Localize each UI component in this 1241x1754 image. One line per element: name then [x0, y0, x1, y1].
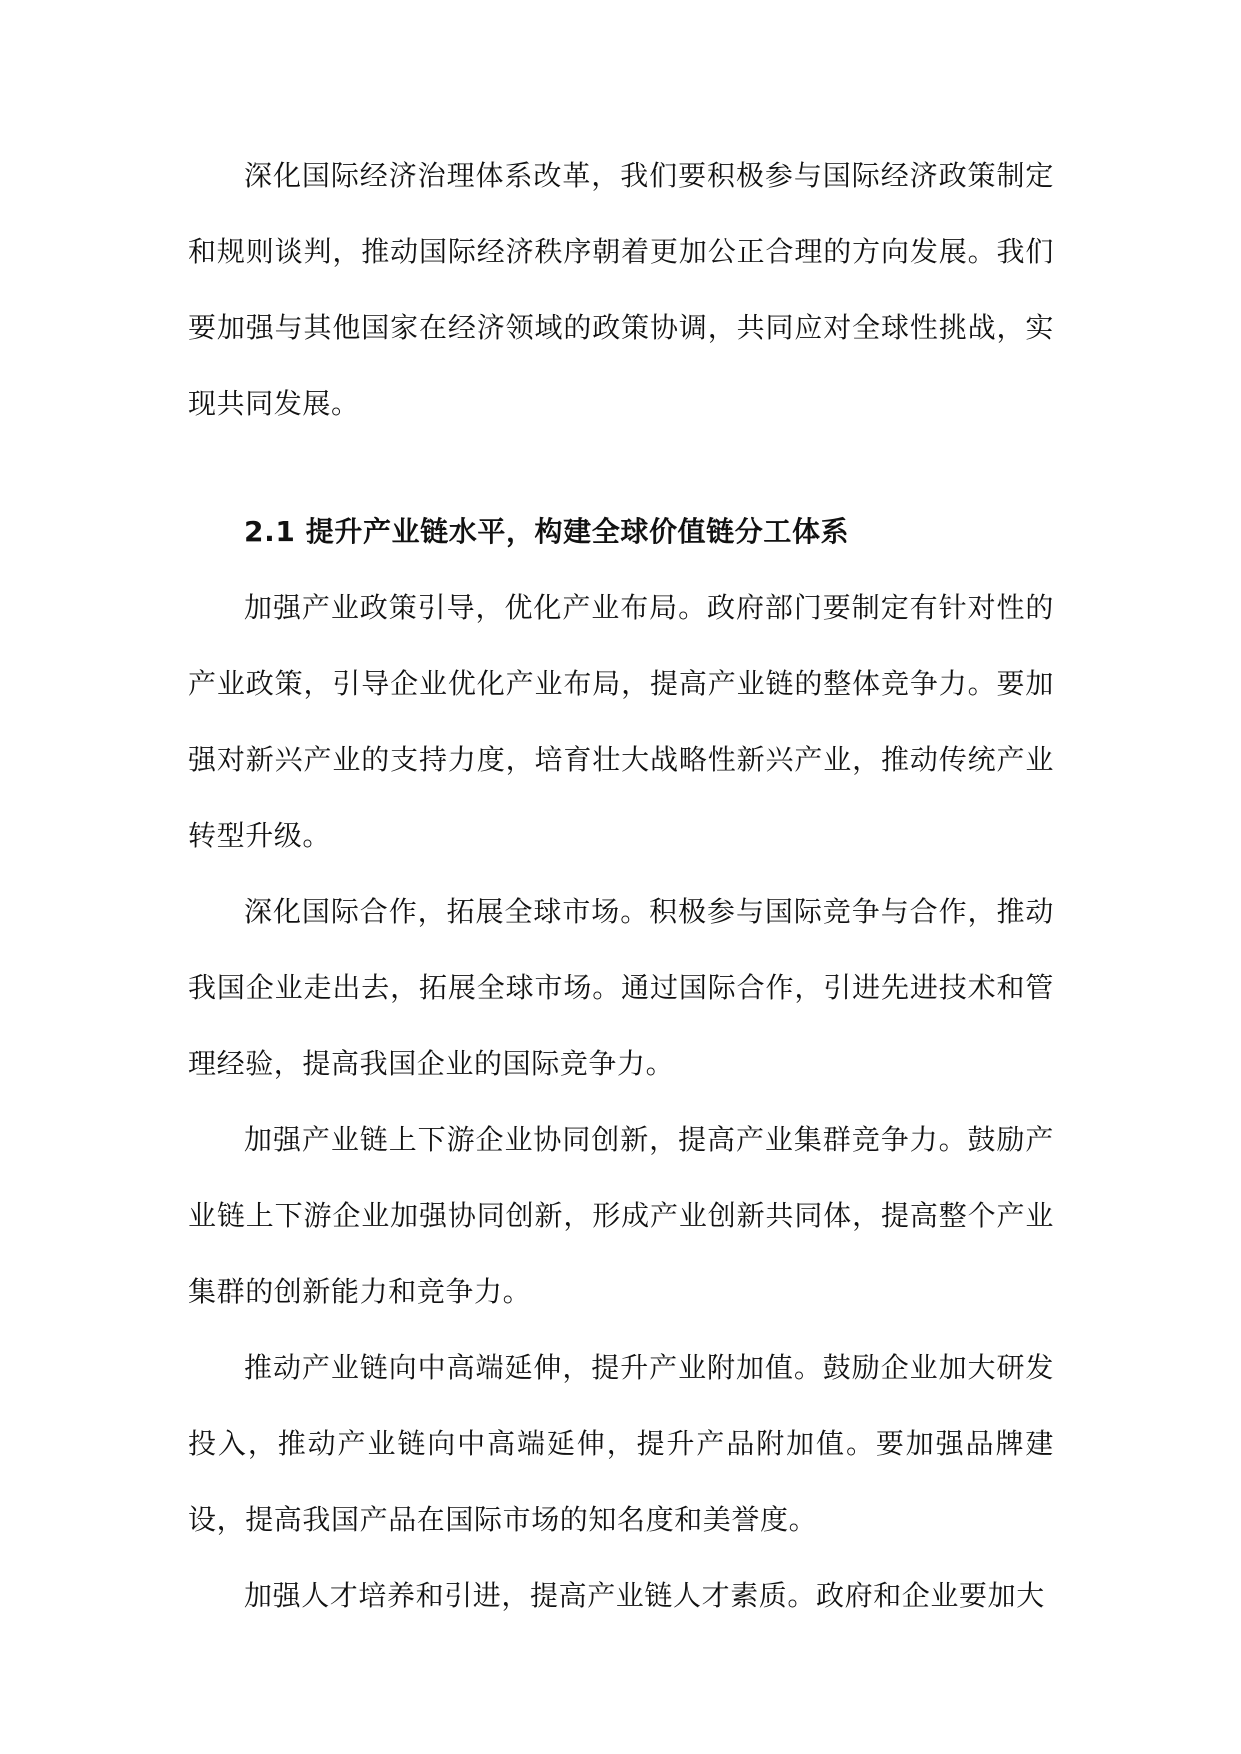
paragraph-value-added: 推动产业链向中高端延伸，提升产业附加值。鼓励企业加大研发投入，推动产业链向中高端延伸，提升产品附加值。要加强品牌建设，提高我国产品在国际市场的知名度和美誉度。	[188, 1351, 1054, 1536]
paragraph-collaborative-innovation: 加强产业链上下游企业协同创新，提高产业集群竞争力。鼓励产业链上下游企业加强协同创新，形成产业创新共同体，提高整个产业集群的创新能力和竞争力。	[188, 1123, 1054, 1308]
paragraph-international-cooperation: 深化国际合作，拓展全球市场。积极参与国际竞争与合作，推动我国企业走出去，拓展全球市场。通过国际合作，引进先进技术和管理经验，提高我国企业的国际竞争力。	[188, 895, 1054, 1080]
paragraph-governance-reform: 深化国际经济治理体系改革，我们要积极参与国际经济政策制定和规则谈判，推动国际经济秩序朝着更加公正合理的方向发展。我们要加强与其他国家在经济领域的政策协调，共同应对全球性挑战，实现共同发展。	[188, 159, 1054, 420]
page-content	[188, 138, 1054, 1634]
paragraph-industrial-policy: 加强产业政策引导，优化产业布局。政府部门要制定有针对性的产业政策，引导企业优化产业布局，提高产业链的整体竞争力。要加强对新兴产业的支持力度，培育壮大战略性新兴产业，推动传统产业转型升级。	[188, 591, 1054, 852]
paragraph-talent-training: 加强人才培养和引进，提高产业链人才素质。政府和企业要加大	[244, 1579, 1045, 1612]
section-heading: 2.1 提升产业链水平，构建全球价值链分工体系	[244, 515, 850, 548]
